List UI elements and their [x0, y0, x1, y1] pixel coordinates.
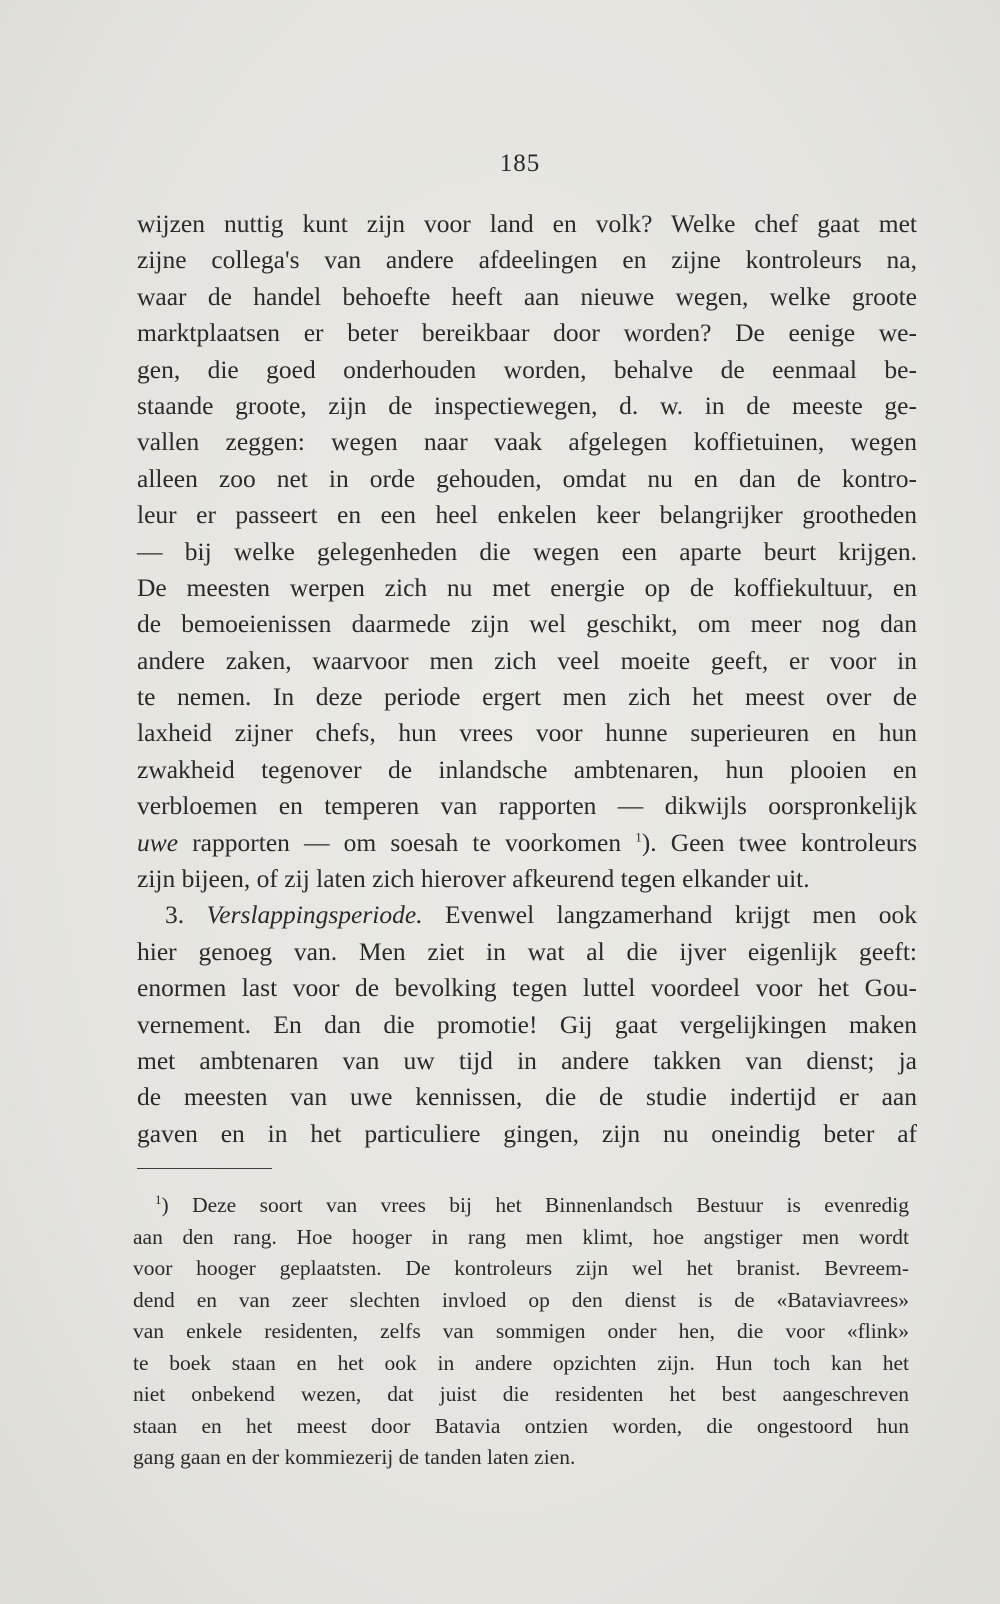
text-line: andere zaken, waarvoor men zich veel moeite geeft, er voor in [137, 645, 917, 675]
footnote-reference[interactable]: 1 [635, 829, 642, 845]
line-text: Evenwel langzamerhand krijgt men ook [422, 900, 917, 930]
footnote-marker: 1 [155, 1191, 162, 1207]
text-line: waar de handel behoefte heeft aan nieuwe wegen, welke groote [137, 281, 917, 311]
text-line: zijne collega's van andere afdeelingen en zijne kontroleurs na, [137, 245, 917, 275]
text-line: gen, die goed onderhouden worden, behalve de eenmaal be- [137, 354, 917, 384]
text-line: de bemoeienissen daarmede zijn wel geschikt, om meer nog dan [137, 609, 917, 639]
footnote-line: van enkele residenten, zelfs van sommigen onder hen, die voor «flink» [133, 1319, 909, 1343]
text-line: De meesten werpen zich nu met energie op de koffiekultuur, en [137, 572, 917, 602]
footnote [133, 1190, 909, 1474]
text-line: alleen zoo net in orde gehouden, omdat nu en dan de kontro- [137, 463, 917, 493]
line-text: rapporten — om soesah te voorkomen [178, 827, 622, 857]
section-number: 3. [165, 900, 185, 930]
footnote-line: gang gaan en der kommiezerij de tanden laten zien. [133, 1445, 576, 1469]
footnote-line: dend en van zeer slechten invloed op den dienst is de «Bataviavrees» [133, 1287, 909, 1312]
text-line: zwakheid tegenover de inlandsche ambtenaren, hun plooien en [137, 754, 917, 784]
text-line: gaven en in het particuliere gingen, zijn nu oneindig beter af [137, 1118, 917, 1148]
text-line: leur er passeert en een heel enkelen keer belangrijker grootheden [137, 500, 917, 530]
text-line: de meesten van uwe kennissen, die de studie indertijd er aan [137, 1082, 917, 1112]
text-line: laxheid zijner chefs, hun vrees voor hunne superieuren en hun [137, 718, 917, 748]
text-line: met ambtenaren van uw tijd in andere takken van dienst; ja [137, 1045, 917, 1075]
text-line-with-note-ref [137, 825, 917, 861]
text-line: — bij welke gelegenheden die wegen een aparte beurt krijgen. [137, 536, 917, 566]
text-line: marktplaatsen er beter bereikbaar door worden? De eenige we- [137, 318, 917, 348]
footnote-line: niet onbekend wezen, dat juist die residenten het best aangeschreven [133, 1382, 909, 1406]
footnote-text: ) Deze soort van vrees bij het Binnenlandsch Bestuur is evenredig [161, 1193, 909, 1217]
text-line: te nemen. In deze periode ergert men zich het meest over de [137, 682, 917, 712]
text-line: hier genoeg van. Men ziet in wat al die ijver eigenlijk geeft: [137, 936, 917, 966]
text-line: staande groote, zijn de inspectiewegen, d. w. in de meeste ge- [137, 390, 917, 420]
italic-word: uwe [137, 827, 179, 857]
text-line: vallen zeggen: wegen naar vaak afgelegen koffietuinen, wegen [137, 427, 917, 457]
section-heading-line [137, 897, 917, 933]
page-number: 185 [499, 150, 541, 177]
footnote-line: aan den rang. Hoe hooger in rang men klimt, hoe angstiger men wordt [133, 1224, 909, 1249]
footnote-line: te boek staan en het ook in andere opzichten zijn. Hun toch kan het [133, 1350, 909, 1375]
section-title: Verslappingsperiode. [206, 900, 423, 930]
footnote-line: voor hooger geplaatsten. De kontroleurs zijn wel het branist. Bevreem- [133, 1256, 909, 1280]
footnote-line [133, 1190, 909, 1222]
text-line: wijzen nuttig kunt zijn voor land en volk? Welke chef gaat met [137, 209, 917, 238]
line-text: ). Geen twee kontroleurs [641, 827, 918, 857]
body-text [137, 206, 917, 1152]
footnote-divider [137, 1168, 272, 1169]
text-line: enormen last voor de bevolking tegen luttel voordeel voor het Gou- [137, 973, 917, 1003]
text-line: zijn bijeen, of zij laten zich hierover afkeurend tegen elkander uit. [137, 864, 810, 894]
text-line: verbloemen en temperen van rapporten — dikwijls oorspronkelijk [137, 791, 917, 821]
footnote-line: staan en het meest door Batavia ontzien worden, die ongestoord hun [133, 1413, 909, 1438]
text-line: vernement. En dan die promotie! Gij gaat vergelijkingen maken [137, 1009, 917, 1039]
